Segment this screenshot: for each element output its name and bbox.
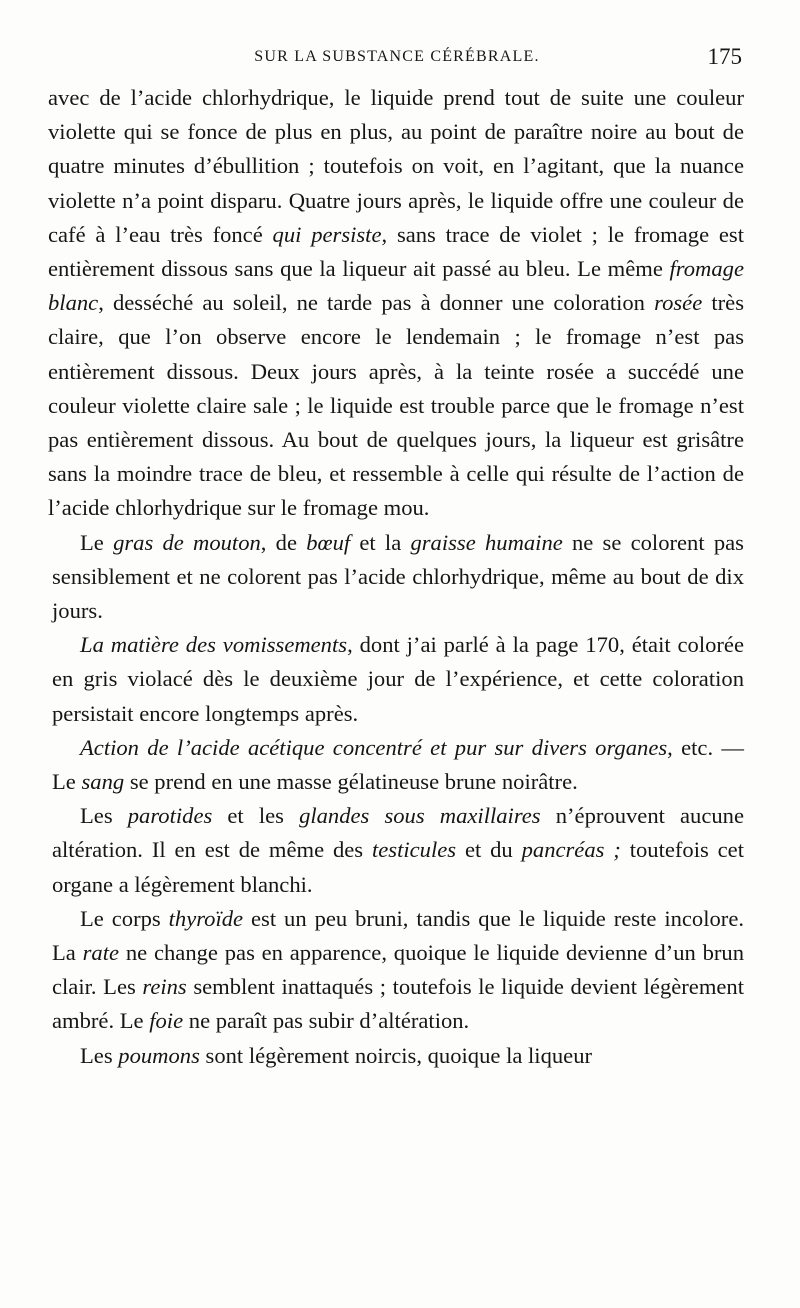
italic-text: La matière des vomissements [80, 632, 348, 658]
text-run: semblent inattaqués ; toutefois le liquide devient légèrement ambré. Le [52, 974, 744, 1034]
italic-text: rate [82, 940, 120, 966]
italic-text: Action de l’acide acétique concentré et pur sur divers organes [80, 734, 668, 760]
body-text [48, 81, 744, 1073]
text-run: , sans trace de violet ; le fromage est entièrement dissous sans que la liqueur ait passé au bleu. Le même [48, 221, 744, 282]
text-run: , etc. — Le [52, 734, 744, 795]
italic-text: glandes sous maxillaires [299, 803, 541, 829]
text-run: , desséché au soleil, ne tarde pas à donner une coloration [98, 290, 655, 316]
text-run: est un peu bruni, tandis que le liquide reste incolore. La [52, 905, 744, 966]
text-run: Les [80, 803, 128, 829]
text-run: et les [212, 803, 300, 829]
italic-text: graisse humaine [410, 529, 563, 555]
italic-text: rosée [654, 290, 703, 316]
running-head [52, 44, 742, 74]
paragraph-acetic-acid [52, 731, 744, 799]
text-run: ne change pas en apparence, quoique le liquide devienne d’un brun clair. Les [52, 940, 744, 1000]
text-run: très claire, que l’on observe encore le lendemain ; le fromage n’est pas entièrement dissous. Deux jours après, à la teinte rosée a succédé une couleur violette claire sale ; le liquide est trouble parce que le fromage n’est pas entièrement dissous. Au bout de quelques jours, la liqueur est grisâtre sans la moindre trace de bleu, et ressemble à celle qui résulte de l’action de l’acide chlorhydrique sur le fromage mou. [48, 290, 744, 521]
text-run: Les [80, 1042, 119, 1068]
italic-text: testicules [371, 837, 457, 863]
text-run: Le [80, 529, 114, 555]
italic-text: pancréas ; [521, 837, 621, 863]
italic-text: reins [142, 974, 187, 1000]
paragraph-fats [52, 526, 744, 629]
text-run: toutefois cet organe a légèrement blanchi. [52, 837, 744, 897]
text-run: avec de l’acide chlorhydrique, le liquide prend tout de suite une couleur violette qui se fonce de plus en plus, au point de paraître noire au bout de quatre minutes d’ébullition ; toutefois on voit, en l’agitant, que la nuance violette n’a point disparu. Quatre jours après, le liquide offre une couleur de café à l’eau très foncé [48, 85, 744, 247]
italic-text: thyroïde [168, 905, 244, 931]
text-run: ne paraît pas subir d’altération. [183, 1008, 470, 1034]
italic-text: sang [81, 769, 125, 795]
text-run: ne se colorent pas sensiblement et ne colorent pas l’acide chlorhydrique, même au bout de dix jours. [52, 529, 744, 624]
text-run: , de [260, 529, 307, 555]
paragraph-organs [52, 902, 744, 1039]
italic-text: fromage blanc [48, 256, 744, 316]
page-number: 175 [707, 44, 742, 69]
italic-text: bœuf [306, 529, 351, 555]
text-run: Le corps [80, 905, 169, 931]
paragraph-lungs [52, 1039, 744, 1073]
paragraph-glands [52, 799, 744, 902]
italic-text: qui persiste [272, 221, 382, 247]
text-run: et la [350, 529, 411, 555]
italic-text: parotides [127, 803, 213, 829]
paragraph-vomit-matter [52, 628, 744, 731]
text-run: se prend en une masse gélatineuse brune noirâtre. [124, 769, 578, 795]
running-title: SUR LA SUBSTANCE CÉRÉBRALE. [254, 48, 540, 65]
italic-text: foie [149, 1008, 184, 1034]
paragraph-continued [48, 81, 744, 526]
text-run: , dont j’ai parlé à la page 170, était colorée en gris violacé dès le deuxième jour de l’expérience, et cette coloration persistait encore longtemps après. [52, 632, 744, 726]
italic-text: gras de mouton [113, 529, 261, 555]
text-run: n’éprouvent aucune altération. Il en est de même des [52, 803, 744, 863]
text-run: sont légèrement noircis, quoique la liqueur [199, 1042, 593, 1068]
text-run: et du [456, 837, 522, 863]
italic-text: poumons [118, 1042, 200, 1068]
